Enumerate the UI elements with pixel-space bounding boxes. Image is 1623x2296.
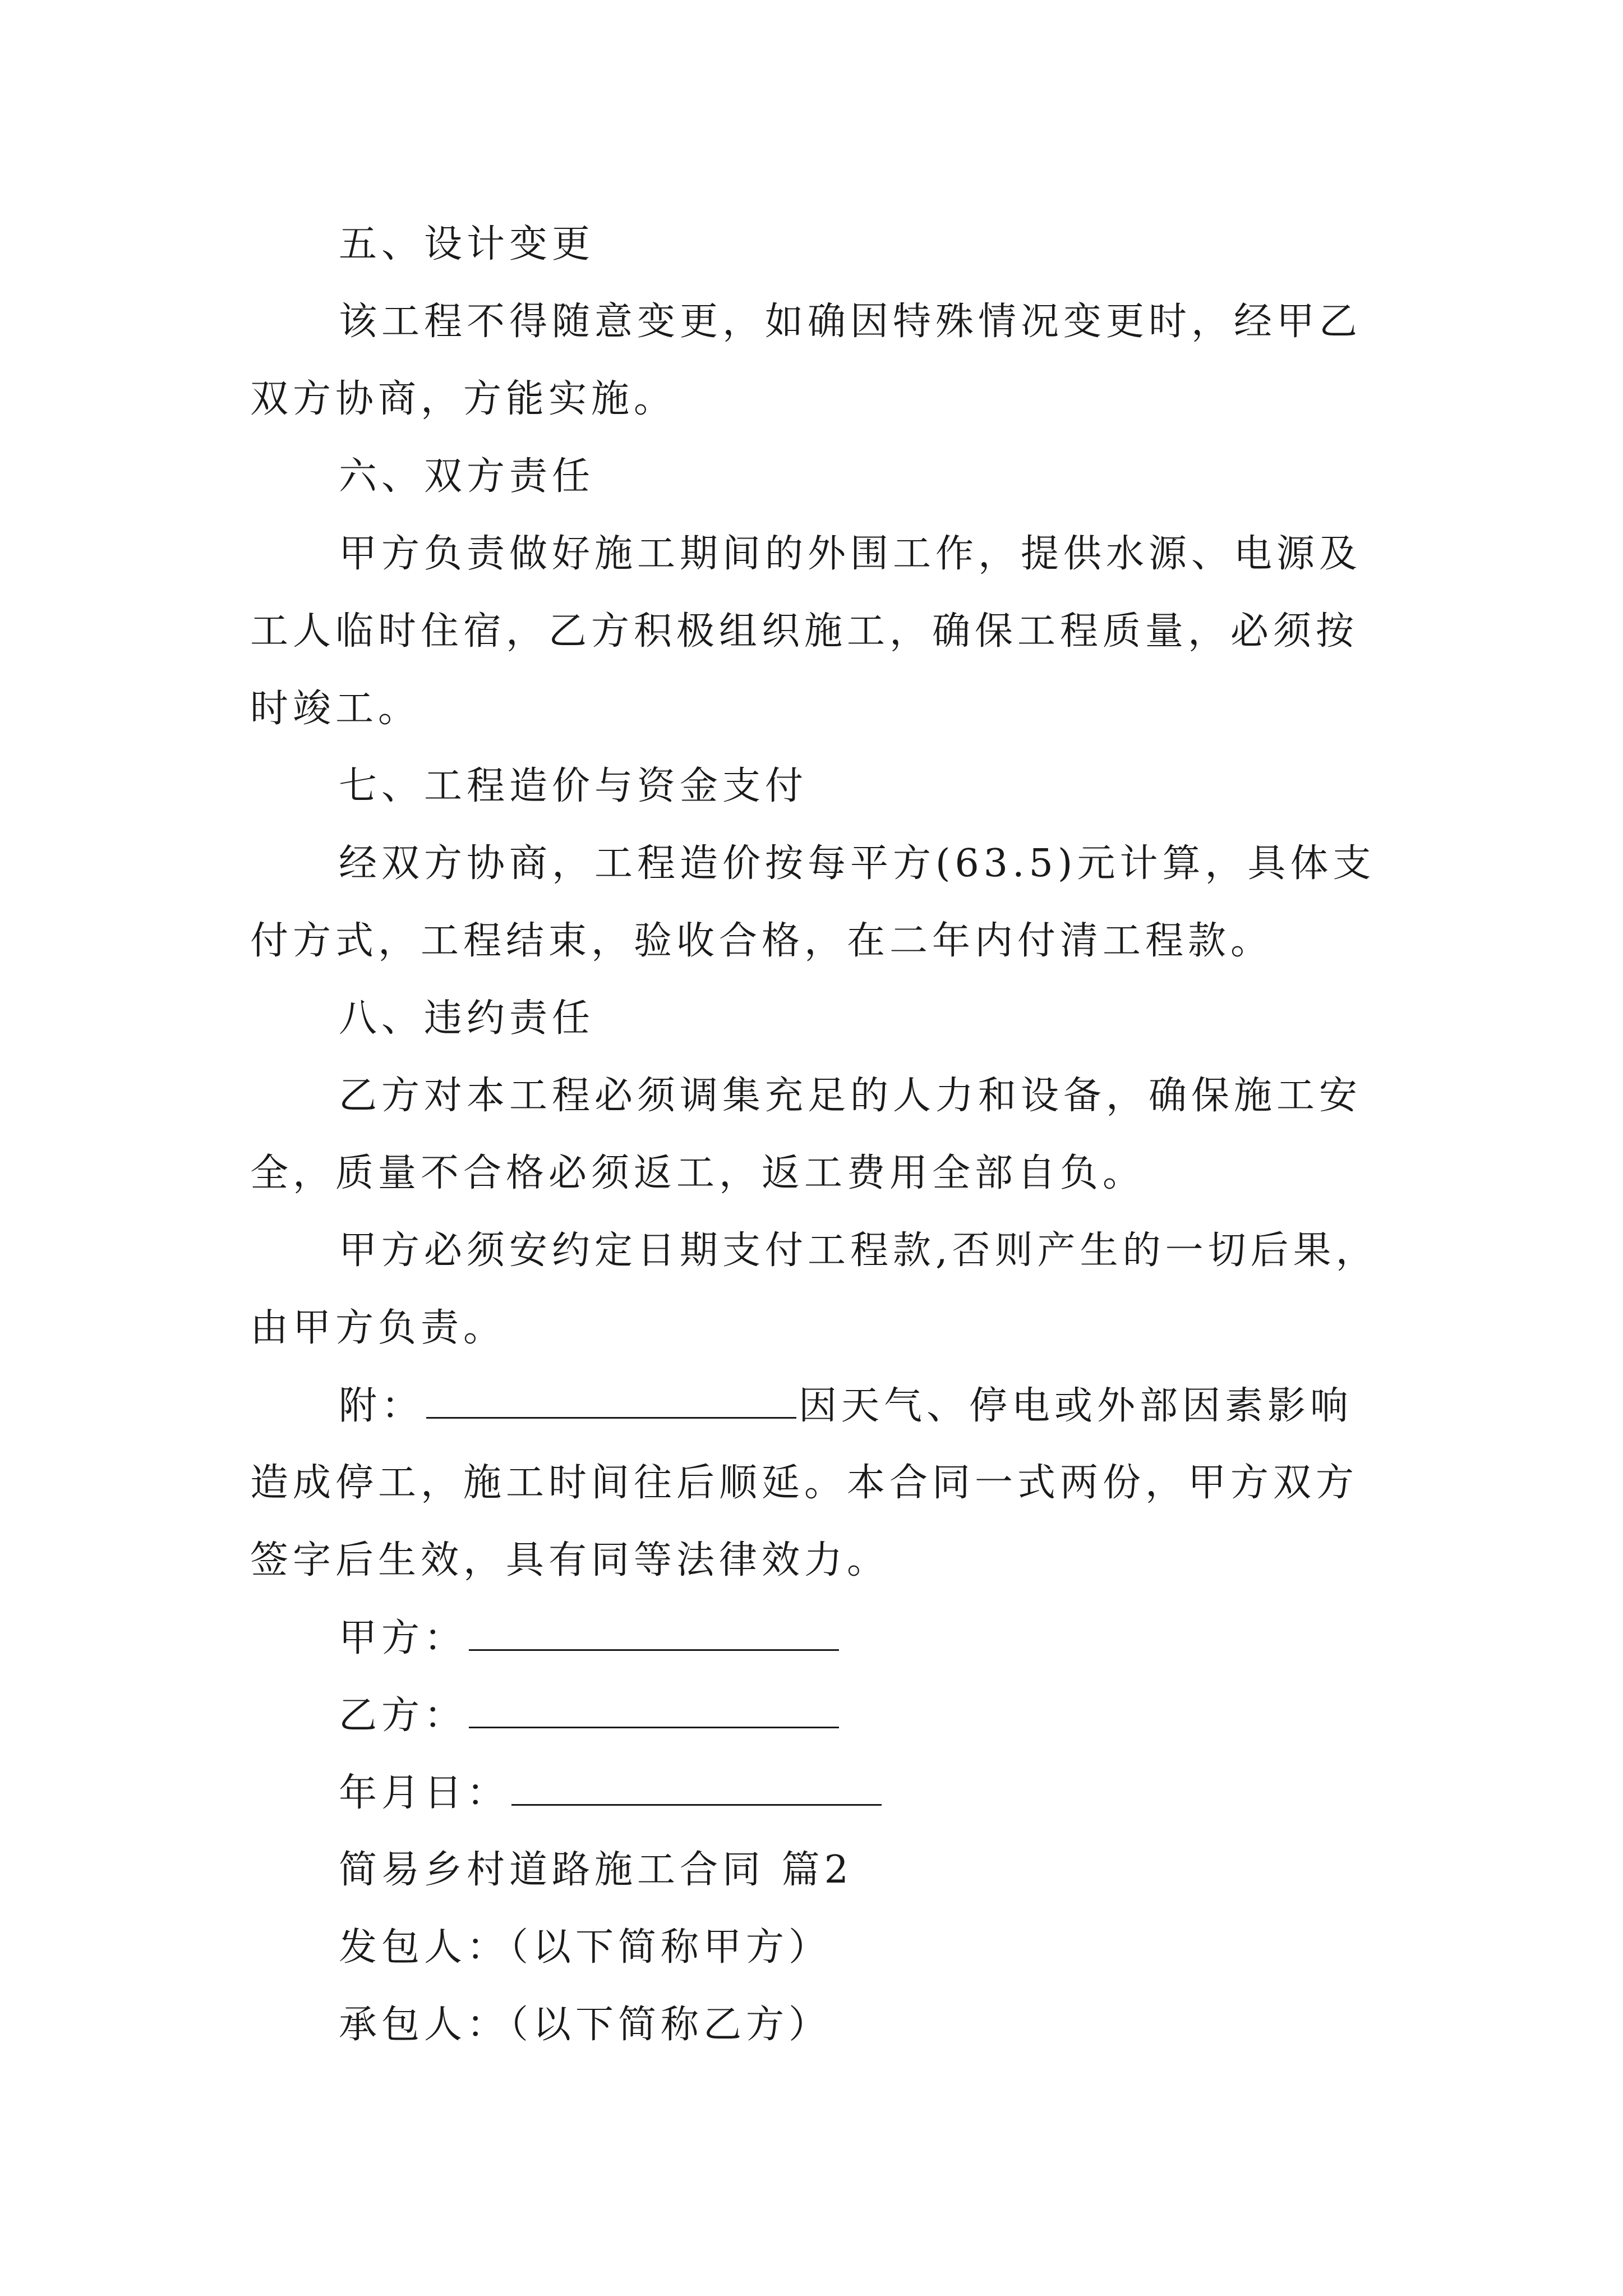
section-heading-design-change: 五、设计变更: [339, 222, 595, 266]
date-label: 年月日：: [339, 1771, 510, 1815]
party-a-label: 甲方：: [339, 1616, 467, 1660]
section-heading-cost-payment: 七、工程造价与资金支付: [339, 764, 808, 808]
contract-issuer-line: 发包人：（以下简称甲方）: [339, 1925, 832, 1970]
paragraph-line: 签字后生效，具有同等法律效力。: [250, 1538, 890, 1582]
party-b-signature-blank[interactable]: [469, 1696, 839, 1728]
appendix-text: 因天气、停电或外部因素影响: [799, 1384, 1353, 1428]
paragraph-line: 造成停工，施工时间往后顺延。本合同一式两份，甲方双方: [250, 1461, 1359, 1505]
section-heading-responsibilities: 六、双方责任: [339, 454, 595, 499]
section-heading-breach: 八、违约责任: [339, 996, 595, 1041]
paragraph-line: 经双方协商，工程造价按每平方(63.5)元计算，具体支: [339, 841, 1376, 886]
next-contract-title: 简易乡村道路施工合同 篇2: [339, 1848, 853, 1892]
signature-date: [339, 1771, 884, 1815]
party-a-signature-blank[interactable]: [469, 1619, 839, 1651]
paragraph-line: 时竣工。: [250, 687, 421, 731]
paragraph-line: 甲方必须安约定日期支付工程款,否则产生的一切后果，: [339, 1228, 1378, 1273]
paragraph-line: 付方式，工程结束，验收合格，在二年内付清工程款。: [250, 919, 1274, 963]
party-b-label: 乙方：: [339, 1694, 467, 1738]
paragraph-line: 工人临时住宿，乙方积极组织施工，确保工程质量，必须按: [250, 609, 1359, 654]
appendix-prefix: 附：: [339, 1384, 425, 1428]
paragraph-line: 由甲方负责。: [250, 1306, 506, 1350]
signature-party-a: [339, 1616, 841, 1660]
contract-taker-line: 承包人：（以下简称乙方）: [339, 2003, 832, 2047]
paragraph-line: 全，质量不合格必须返工，返工费用全部自负。: [250, 1151, 1146, 1195]
signature-party-b: [339, 1694, 841, 1738]
paragraph-line: 该工程不得随意变更，如确因特殊情况变更时，经甲乙: [339, 300, 1362, 344]
date-blank[interactable]: [511, 1774, 882, 1806]
appendix-blank-field[interactable]: [426, 1387, 796, 1419]
paragraph-line: 乙方对本工程必须调集充足的人力和设备，确保施工安: [339, 1074, 1362, 1118]
paragraph-line: 甲方负责做好施工期间的外围工作，提供水源、电源及: [339, 532, 1362, 576]
paragraph-line: 双方协商，方能实施。: [250, 377, 677, 421]
appendix-line: [339, 1384, 1353, 1428]
